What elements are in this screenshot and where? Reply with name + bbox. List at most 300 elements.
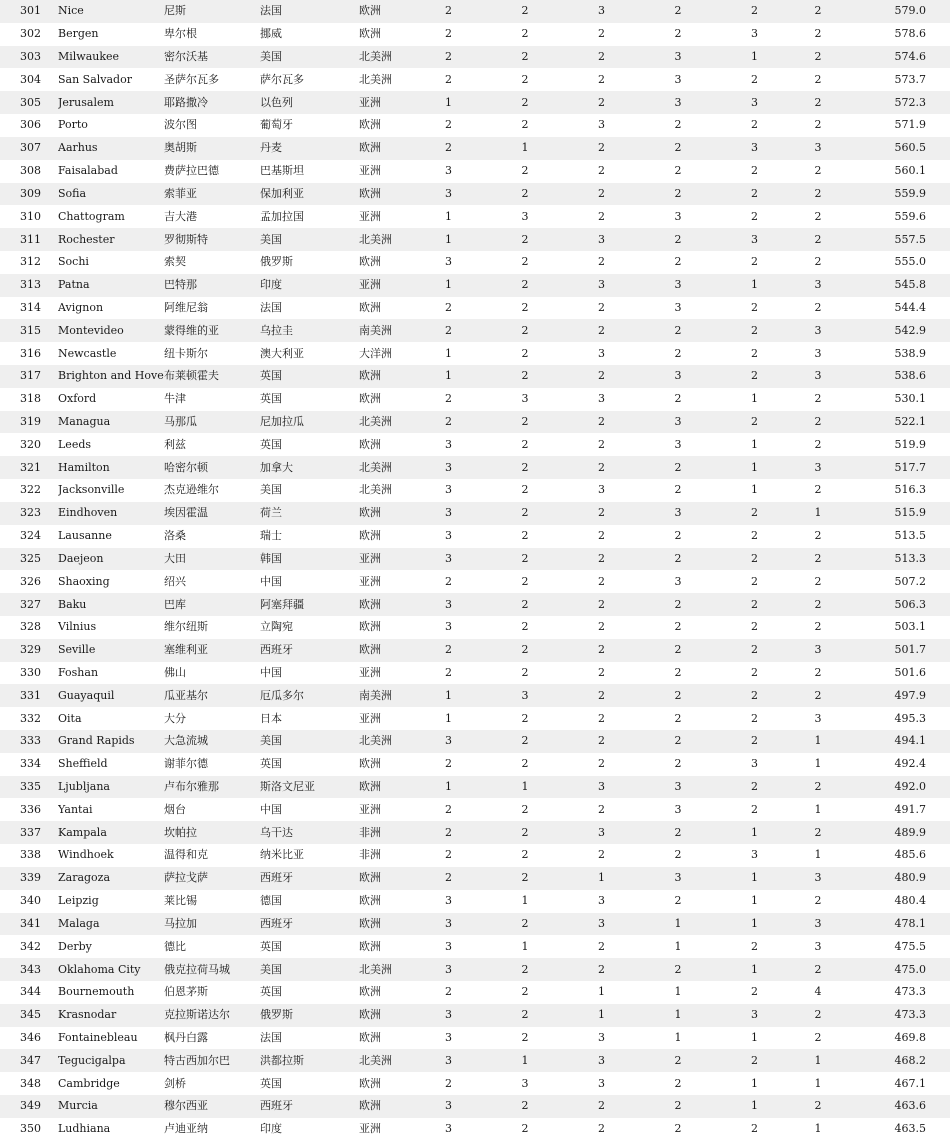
city-chinese-cell: 特古西加尔巴 <box>164 1053 230 1067</box>
city-english-cell: Bournemouth <box>58 985 135 999</box>
city-english-cell: Patna <box>58 278 90 292</box>
score-component-cell: 3 <box>445 1122 452 1136</box>
city-english-cell: Avignon <box>58 300 104 314</box>
score-component-cell: 2 <box>445 27 452 41</box>
city-chinese-cell: 索契 <box>164 255 186 269</box>
score-component-cell: 2 <box>674 551 682 565</box>
country-cell: 洪都拉斯 <box>260 1053 304 1067</box>
score-component-cell: 2 <box>674 483 682 497</box>
score-component-cell: 2 <box>598 688 605 702</box>
score-component-cell: 2 <box>598 50 605 64</box>
score-component-cell: 2 <box>445 643 452 657</box>
score-component-cell: 2 <box>814 483 822 497</box>
rank-cell: 343 <box>20 962 41 976</box>
rank-cell: 336 <box>20 802 41 816</box>
rank-cell: 334 <box>20 757 41 771</box>
total-score-cell: 542.9 <box>894 323 926 337</box>
city-english-cell: Guayaquil <box>58 688 115 702</box>
score-component-cell: 2 <box>674 757 682 771</box>
score-component-cell: 2 <box>814 27 822 41</box>
score-component-cell: 1 <box>814 757 822 771</box>
continent-cell: 欧洲 <box>359 437 381 451</box>
score-component-cell: 2 <box>598 939 605 953</box>
total-score-cell: 495.3 <box>894 711 926 725</box>
country-cell: 印度 <box>260 278 282 292</box>
country-cell: 萨尔瓦多 <box>260 72 304 86</box>
score-component-cell: 3 <box>445 1099 452 1113</box>
score-component-cell: 3 <box>814 711 822 725</box>
score-component-cell: 2 <box>674 962 682 976</box>
continent-cell: 欧洲 <box>359 27 381 41</box>
city-chinese-cell: 密尔沃基 <box>164 50 208 64</box>
country-cell: 以色列 <box>260 95 293 109</box>
city-chinese-cell: 剑桥 <box>164 1076 186 1090</box>
score-component-cell: 3 <box>751 1008 758 1022</box>
city-english-cell: Seville <box>58 643 96 657</box>
country-cell: 日本 <box>260 711 282 725</box>
score-component-cell: 1 <box>674 1030 682 1044</box>
rank-cell: 349 <box>20 1099 41 1113</box>
score-component-cell: 2 <box>814 437 822 451</box>
score-component-cell: 1 <box>445 232 452 246</box>
city-chinese-cell: 佛山 <box>164 665 186 679</box>
score-component-cell: 2 <box>521 437 529 451</box>
city-english-cell: Newcastle <box>58 346 117 360</box>
continent-cell: 欧洲 <box>359 939 381 953</box>
score-component-cell: 1 <box>751 825 758 839</box>
score-component-cell: 2 <box>521 50 529 64</box>
table-row <box>0 890 950 913</box>
score-component-cell: 3 <box>751 95 758 109</box>
score-component-cell: 2 <box>598 574 605 588</box>
score-component-cell: 2 <box>598 643 605 657</box>
table-row <box>0 23 950 46</box>
score-component-cell: 2 <box>751 688 758 702</box>
score-component-cell: 1 <box>751 1030 758 1044</box>
country-cell: 保加利亚 <box>260 186 304 200</box>
score-component-cell: 2 <box>674 232 682 246</box>
city-chinese-cell: 枫丹白露 <box>164 1030 208 1044</box>
continent-cell: 欧洲 <box>359 300 381 314</box>
city-chinese-cell: 波尔图 <box>164 118 197 132</box>
score-component-cell: 2 <box>751 734 758 748</box>
rank-cell: 331 <box>20 688 41 702</box>
score-component-cell: 1 <box>674 1008 682 1022</box>
table-row <box>0 274 950 297</box>
score-component-cell: 2 <box>598 209 605 223</box>
score-component-cell: 2 <box>598 415 605 429</box>
table-row <box>0 1072 950 1095</box>
total-score-cell: 559.6 <box>894 209 926 223</box>
score-component-cell: 2 <box>674 1053 682 1067</box>
score-component-cell: 3 <box>598 1076 605 1090</box>
score-component-cell: 3 <box>445 1030 452 1044</box>
score-component-cell: 2 <box>674 1099 682 1113</box>
score-component-cell: 2 <box>521 825 529 839</box>
country-cell: 西班牙 <box>260 1099 293 1113</box>
city-english-cell: Derby <box>58 939 92 953</box>
score-component-cell: 2 <box>521 985 529 999</box>
continent-cell: 欧洲 <box>359 392 381 406</box>
score-component-cell: 2 <box>814 186 822 200</box>
score-component-cell: 2 <box>674 643 682 657</box>
score-component-cell: 2 <box>445 825 452 839</box>
total-score-cell: 578.6 <box>894 27 926 41</box>
score-component-cell: 3 <box>445 620 452 634</box>
total-score-cell: 515.9 <box>894 506 926 520</box>
score-component-cell: 2 <box>814 825 822 839</box>
score-component-cell: 2 <box>521 72 529 86</box>
continent-cell: 欧洲 <box>359 1008 381 1022</box>
score-component-cell: 2 <box>445 574 452 588</box>
score-component-cell: 2 <box>521 916 529 930</box>
score-component-cell: 2 <box>751 118 758 132</box>
score-component-cell: 2 <box>521 323 529 337</box>
city-chinese-cell: 纽卡斯尔 <box>164 346 208 360</box>
city-chinese-cell: 克拉斯诺达尔 <box>164 1008 230 1022</box>
score-component-cell: 2 <box>598 72 605 86</box>
rank-cell: 308 <box>20 164 41 178</box>
rank-cell: 302 <box>20 27 41 41</box>
country-cell: 法国 <box>260 300 282 314</box>
score-component-cell: 2 <box>674 164 682 178</box>
country-cell: 荷兰 <box>260 506 282 520</box>
country-cell: 英国 <box>260 1076 282 1090</box>
total-score-cell: 492.0 <box>894 780 926 794</box>
table-row <box>0 1004 950 1027</box>
score-component-cell: 2 <box>674 392 682 406</box>
table-row <box>0 1118 950 1141</box>
score-component-cell: 3 <box>445 529 452 543</box>
country-cell: 尼加拉瓜 <box>260 415 304 429</box>
table-row <box>0 616 950 639</box>
total-score-cell: 503.1 <box>894 620 926 634</box>
score-component-cell: 2 <box>598 665 605 679</box>
score-component-cell: 1 <box>445 209 452 223</box>
rank-cell: 306 <box>20 118 41 132</box>
score-component-cell: 3 <box>814 346 822 360</box>
table-row <box>0 68 950 91</box>
rank-cell: 304 <box>20 72 41 86</box>
score-component-cell: 2 <box>751 939 758 953</box>
score-component-cell: 3 <box>521 392 529 406</box>
city-chinese-cell: 谢菲尔德 <box>164 757 208 771</box>
score-component-cell: 2 <box>598 757 605 771</box>
total-score-cell: 559.9 <box>894 186 926 200</box>
score-component-cell: 2 <box>598 164 605 178</box>
continent-cell: 欧洲 <box>359 985 381 999</box>
score-component-cell: 2 <box>521 300 529 314</box>
continent-cell: 北美洲 <box>359 962 392 976</box>
rank-cell: 345 <box>20 1008 41 1022</box>
city-english-cell: Grand Rapids <box>58 734 135 748</box>
score-component-cell: 3 <box>814 323 822 337</box>
continent-cell: 亚洲 <box>359 574 381 588</box>
continent-cell: 南美洲 <box>359 688 392 702</box>
score-component-cell: 2 <box>521 620 529 634</box>
score-component-cell: 3 <box>674 802 682 816</box>
rank-cell: 340 <box>20 894 41 908</box>
score-component-cell: 2 <box>751 186 758 200</box>
score-component-cell: 2 <box>674 597 682 611</box>
score-component-cell: 1 <box>674 916 682 930</box>
city-chinese-cell: 马拉加 <box>164 916 197 930</box>
city-english-cell: Leeds <box>58 437 92 451</box>
continent-cell: 欧洲 <box>359 529 381 543</box>
score-component-cell: 2 <box>814 300 822 314</box>
score-component-cell: 1 <box>751 916 758 930</box>
score-component-cell: 2 <box>598 300 605 314</box>
score-component-cell: 3 <box>814 278 822 292</box>
score-component-cell: 2 <box>445 118 452 132</box>
score-component-cell: 2 <box>814 72 822 86</box>
score-component-cell: 2 <box>751 985 758 999</box>
city-chinese-cell: 哈密尔顿 <box>164 460 208 474</box>
country-cell: 韩国 <box>260 551 282 565</box>
rank-cell: 321 <box>20 460 41 474</box>
score-component-cell: 2 <box>521 415 529 429</box>
city-chinese-cell: 吉大港 <box>164 209 197 223</box>
score-component-cell: 2 <box>674 141 682 155</box>
score-component-cell: 2 <box>445 50 452 64</box>
score-component-cell: 2 <box>814 780 822 794</box>
city-chinese-cell: 大分 <box>164 711 186 725</box>
total-score-cell: 513.5 <box>894 529 926 543</box>
city-chinese-cell: 巴库 <box>164 597 186 611</box>
score-component-cell: 2 <box>751 72 758 86</box>
city-english-cell: Yantai <box>58 802 93 816</box>
country-cell: 澳大利亚 <box>260 346 304 360</box>
score-component-cell: 3 <box>445 483 452 497</box>
score-component-cell: 3 <box>674 300 682 314</box>
score-component-cell: 2 <box>751 780 758 794</box>
score-component-cell: 3 <box>598 780 605 794</box>
city-english-cell: Lausanne <box>58 529 112 543</box>
table-row <box>0 570 950 593</box>
score-component-cell: 2 <box>814 1099 822 1113</box>
city-chinese-cell: 索菲亚 <box>164 186 197 200</box>
city-english-cell: Montevideo <box>58 323 124 337</box>
score-component-cell: 2 <box>751 209 758 223</box>
score-component-cell: 2 <box>445 757 452 771</box>
score-component-cell: 2 <box>521 483 529 497</box>
score-component-cell: 2 <box>751 1053 758 1067</box>
score-component-cell: 3 <box>521 1076 529 1090</box>
score-component-cell: 2 <box>521 643 529 657</box>
score-component-cell: 1 <box>674 939 682 953</box>
score-component-cell: 2 <box>521 1099 529 1113</box>
score-component-cell: 3 <box>445 186 452 200</box>
score-component-cell: 1 <box>751 962 758 976</box>
city-chinese-cell: 埃因霍温 <box>164 506 208 520</box>
city-english-cell: Hamilton <box>58 460 110 474</box>
score-component-cell: 3 <box>445 939 452 953</box>
table-row <box>0 114 950 137</box>
table-row <box>0 753 950 776</box>
continent-cell: 欧洲 <box>359 186 381 200</box>
city-chinese-cell: 塞维利亚 <box>164 643 208 657</box>
city-english-cell: Faisalabad <box>58 164 118 178</box>
score-component-cell: 2 <box>814 962 822 976</box>
score-component-cell: 1 <box>814 848 822 862</box>
country-cell: 法国 <box>260 1030 282 1044</box>
city-chinese-cell: 烟台 <box>164 802 186 816</box>
score-component-cell: 1 <box>814 734 822 748</box>
total-score-cell: 519.9 <box>894 437 926 451</box>
score-component-cell: 2 <box>598 848 605 862</box>
city-english-cell: Eindhoven <box>58 506 118 520</box>
score-component-cell: 4 <box>814 985 822 999</box>
score-component-cell: 3 <box>814 643 822 657</box>
score-component-cell: 1 <box>751 392 758 406</box>
city-english-cell: Sochi <box>58 255 89 269</box>
score-component-cell: 2 <box>674 346 682 360</box>
city-chinese-cell: 俄克拉荷马城 <box>164 962 230 976</box>
table-row <box>0 525 950 548</box>
table-row <box>0 433 950 456</box>
country-cell: 斯洛文尼亚 <box>260 780 315 794</box>
score-component-cell: 2 <box>814 164 822 178</box>
country-cell: 阿塞拜疆 <box>260 597 304 611</box>
city-chinese-cell: 德比 <box>164 939 186 953</box>
city-english-cell: Bergen <box>58 27 99 41</box>
city-chinese-cell: 卢布尔雅那 <box>164 780 219 794</box>
score-component-cell: 2 <box>751 711 758 725</box>
country-cell: 瑞士 <box>260 529 282 543</box>
table-row <box>0 297 950 320</box>
rank-cell: 332 <box>20 711 41 725</box>
score-component-cell: 1 <box>814 1122 822 1136</box>
score-component-cell: 2 <box>674 665 682 679</box>
score-component-cell: 1 <box>751 1099 758 1113</box>
continent-cell: 欧洲 <box>359 255 381 269</box>
score-component-cell: 2 <box>521 711 529 725</box>
country-cell: 印度 <box>260 1122 282 1136</box>
score-component-cell: 2 <box>521 460 529 474</box>
table-row <box>0 776 950 799</box>
score-component-cell: 2 <box>814 620 822 634</box>
score-component-cell: 2 <box>598 734 605 748</box>
city-chinese-cell: 大急流城 <box>164 734 208 748</box>
total-score-cell: 560.1 <box>894 164 926 178</box>
score-component-cell: 3 <box>674 437 682 451</box>
city-chinese-cell: 奥胡斯 <box>164 141 197 155</box>
score-component-cell: 2 <box>445 323 452 337</box>
score-component-cell: 3 <box>674 506 682 520</box>
score-component-cell: 2 <box>521 346 529 360</box>
rank-cell: 320 <box>20 437 41 451</box>
country-cell: 挪威 <box>260 27 282 41</box>
table-row <box>0 91 950 114</box>
city-english-cell: Leipzig <box>58 894 99 908</box>
total-score-cell: 530.1 <box>894 392 926 406</box>
city-chinese-cell: 卑尔根 <box>164 27 197 41</box>
continent-cell: 北美洲 <box>359 734 392 748</box>
total-score-cell: 475.5 <box>894 939 926 953</box>
city-english-cell: Oxford <box>58 392 97 406</box>
city-english-cell: San Salvador <box>58 72 132 86</box>
score-component-cell: 2 <box>751 643 758 657</box>
score-component-cell: 2 <box>751 300 758 314</box>
score-component-cell: 3 <box>751 27 758 41</box>
continent-cell: 北美洲 <box>359 1053 392 1067</box>
score-component-cell: 2 <box>521 1122 529 1136</box>
continent-cell: 欧洲 <box>359 916 381 930</box>
city-chinese-cell: 布莱顿霍夫 <box>164 369 219 383</box>
score-component-cell: 1 <box>751 50 758 64</box>
score-component-cell: 2 <box>521 186 529 200</box>
continent-cell: 亚洲 <box>359 551 381 565</box>
score-component-cell: 3 <box>445 1008 452 1022</box>
score-component-cell: 1 <box>674 985 682 999</box>
table-row <box>0 205 950 228</box>
city-chinese-cell: 牛津 <box>164 392 186 406</box>
score-component-cell: 2 <box>521 278 529 292</box>
score-component-cell: 2 <box>751 665 758 679</box>
total-score-cell: 538.9 <box>894 346 926 360</box>
score-component-cell: 2 <box>445 4 452 18</box>
score-component-cell: 2 <box>814 1008 822 1022</box>
continent-cell: 欧洲 <box>359 894 381 908</box>
score-component-cell: 1 <box>521 894 529 908</box>
table-row <box>0 1027 950 1050</box>
score-component-cell: 2 <box>814 1030 822 1044</box>
score-component-cell: 2 <box>814 574 822 588</box>
total-score-cell: 517.7 <box>894 460 926 474</box>
city-english-cell: Tegucigalpa <box>58 1053 126 1067</box>
continent-cell: 欧洲 <box>359 1076 381 1090</box>
score-component-cell: 3 <box>445 164 452 178</box>
rank-cell: 318 <box>20 392 41 406</box>
score-component-cell: 2 <box>445 415 452 429</box>
total-score-cell: 480.9 <box>894 871 926 885</box>
country-cell: 乌拉圭 <box>260 323 293 337</box>
score-component-cell: 3 <box>814 871 822 885</box>
score-component-cell: 2 <box>598 597 605 611</box>
score-component-cell: 3 <box>814 369 822 383</box>
score-component-cell: 3 <box>445 916 452 930</box>
score-component-cell: 3 <box>598 483 605 497</box>
score-component-cell: 1 <box>751 894 758 908</box>
score-component-cell: 2 <box>598 460 605 474</box>
score-component-cell: 2 <box>751 802 758 816</box>
score-component-cell: 3 <box>674 95 682 109</box>
rank-cell: 311 <box>20 232 41 246</box>
city-english-cell: Jerusalem <box>58 95 114 109</box>
score-component-cell: 3 <box>445 962 452 976</box>
score-component-cell: 2 <box>674 848 682 862</box>
rank-cell: 325 <box>20 551 41 565</box>
city-chinese-cell: 蒙得维的亚 <box>164 323 219 337</box>
country-cell: 葡萄牙 <box>260 118 293 132</box>
score-component-cell: 1 <box>751 1076 758 1090</box>
total-score-cell: 506.3 <box>894 597 926 611</box>
score-component-cell: 2 <box>814 529 822 543</box>
country-cell: 厄瓜多尔 <box>260 688 304 702</box>
rank-cell: 337 <box>20 825 41 839</box>
score-component-cell: 3 <box>814 939 822 953</box>
score-component-cell: 3 <box>814 460 822 474</box>
rank-cell: 307 <box>20 141 41 155</box>
score-component-cell: 2 <box>814 392 822 406</box>
score-component-cell: 3 <box>598 232 605 246</box>
score-component-cell: 3 <box>674 50 682 64</box>
score-component-cell: 2 <box>814 415 822 429</box>
score-component-cell: 3 <box>598 4 605 18</box>
rank-cell: 319 <box>20 415 41 429</box>
score-component-cell: 1 <box>814 1053 822 1067</box>
city-chinese-cell: 耶路撒冷 <box>164 95 208 109</box>
